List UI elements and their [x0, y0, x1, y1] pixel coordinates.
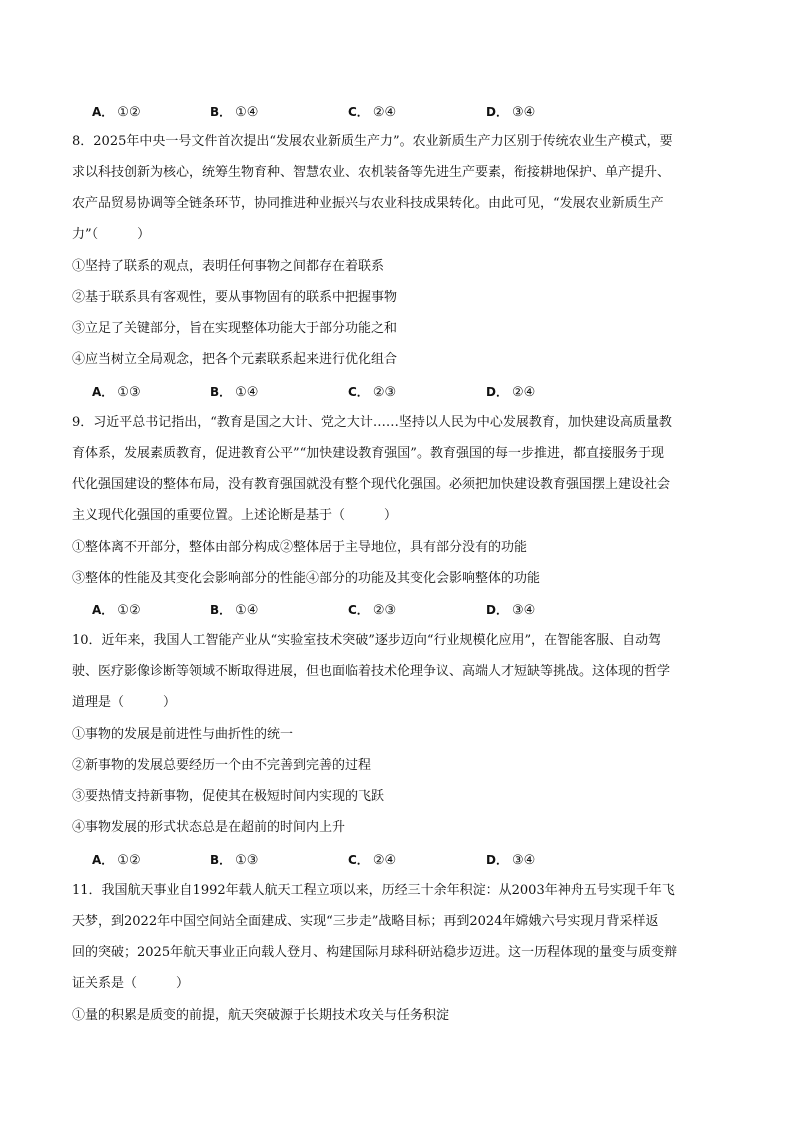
q10-statement-4: ④事物发展的形式状态总是在超前的时间内上升	[72, 820, 346, 835]
q9-stem-line-4: 主义现代化强国的重要位置。上述论断是基于（ ）	[72, 508, 398, 523]
q10-stem-line-3: 道理是（ ）	[72, 695, 177, 710]
q8-statement-1: ①坚持了联系的观点，表明任何事物之间都存在着联系	[72, 259, 385, 274]
q10-statement-1: ①事物的发展是前进性与曲折性的统一	[72, 727, 294, 742]
q11-stem-line-4: 证关系是（ ）	[72, 976, 190, 991]
q8-statement-4: ④应当树立全局观念，把各个元素联系起来进行优化组合	[72, 352, 398, 367]
option-b[interactable]: B． ①④	[210, 105, 259, 120]
q10-statement-3: ③要热情支持新事物，促使其在极短时间内实现的飞跃	[72, 789, 385, 804]
option-c[interactable]: C． ②④	[348, 105, 397, 120]
q8-stem-line-1: 8．2025年中央一号文件首次提出“发展农业新质生产力”。农业新质生产力区别于传统农业生产模式，要	[72, 134, 673, 149]
option-a[interactable]: A． ①②	[92, 105, 141, 120]
q8-statement-3: ③立足了关键部分，旨在实现整体功能大于部分功能之和	[72, 321, 398, 336]
q11-stem-line-2: 天梦，到2022年中国空间站全面建成、实现“三步走”战略目标；再到2024年嫦娥六号实现月背采样返	[72, 914, 659, 929]
option-d[interactable]: D． ②④	[486, 385, 536, 400]
option-a[interactable]: A． ①②	[92, 853, 141, 868]
option-c[interactable]: C． ②④	[348, 853, 397, 868]
q8-stem-line-2: 求以科技创新为核心，统筹生物育种、智慧农业、农机装备等先进生产要素，衔接耕地保护、单产提升、	[72, 165, 671, 180]
q8-statement-2: ②基于联系具有客观性，要从事物固有的联系中把握事物	[72, 290, 398, 305]
q11-stem-line-1: 11．我国航天事业自1992年载人航天工程立项以来，历经三十余年积淀：从2003年神舟五号实现千年飞	[72, 883, 675, 898]
q9-statement-2: ③整体的性能及其变化会影响部分的性能④部分的功能及其变化会影响整体的功能	[72, 571, 541, 586]
option-b[interactable]: B． ①③	[210, 853, 259, 868]
q10-statement-2: ②新事物的发展总要经历一个由不完善到完善的过程	[72, 758, 372, 773]
option-a[interactable]: A． ①③	[92, 385, 141, 400]
option-d[interactable]: D． ③④	[486, 853, 536, 868]
q11-statement-1: ①量的积累是质变的前提，航天突破源于长期技术攻关与任务积淀	[72, 1008, 450, 1023]
option-a[interactable]: A． ①②	[92, 603, 141, 618]
q10-stem-line-1: 10．近年来，我国人工智能产业从“实验室技术突破”逐步迈向“行业规模化应用”，在智能客服、自动驾	[72, 633, 662, 648]
q9-stem-line-1: 9．习近平总书记指出，“教育是国之大计、党之大计……坚持以人民为中心发展教育，加快建设高质量教	[72, 415, 672, 430]
option-d[interactable]: D． ③④	[486, 603, 536, 618]
option-b[interactable]: B． ①④	[210, 385, 259, 400]
q9-stem-line-3: 代化强国建设的整体布局，没有教育强国就没有整个现代化强国。必须把加快建设教育强国摆上建设社会	[72, 477, 671, 492]
q8-stem-line-3: 农产品贸易协调等全链条环节，协同推进种业振兴与农业科技成果转化。由此可见，“发展农业新质生产	[72, 196, 664, 211]
option-c[interactable]: C． ②③	[348, 385, 397, 400]
option-d[interactable]: D． ③④	[486, 105, 536, 120]
q8-stem-line-4: 力”（ ）	[72, 227, 151, 242]
option-b[interactable]: B． ①④	[210, 603, 259, 618]
q9-statement-1: ①整体离不开部分，整体由部分构成②整体居于主导地位，具有部分没有的功能	[72, 540, 528, 555]
q11-stem-line-3: 回的突破；2025年航天事业正向载人登月、构建国际月球科研站稳步迈进。这一历程体现的量变与质变辩	[72, 945, 678, 960]
option-c[interactable]: C． ②③	[348, 603, 397, 618]
q10-stem-line-2: 驶、医疗影像诊断等领域不断取得进展，但也面临着技术伦理争议、高端人才短缺等挑战。这体现的哲学	[72, 664, 671, 679]
q9-stem-line-2: 育体系，发展素质教育，促进教育公平”“加快建设教育强国”。教育强国的每一步推进，都直接服务于现	[72, 446, 664, 461]
